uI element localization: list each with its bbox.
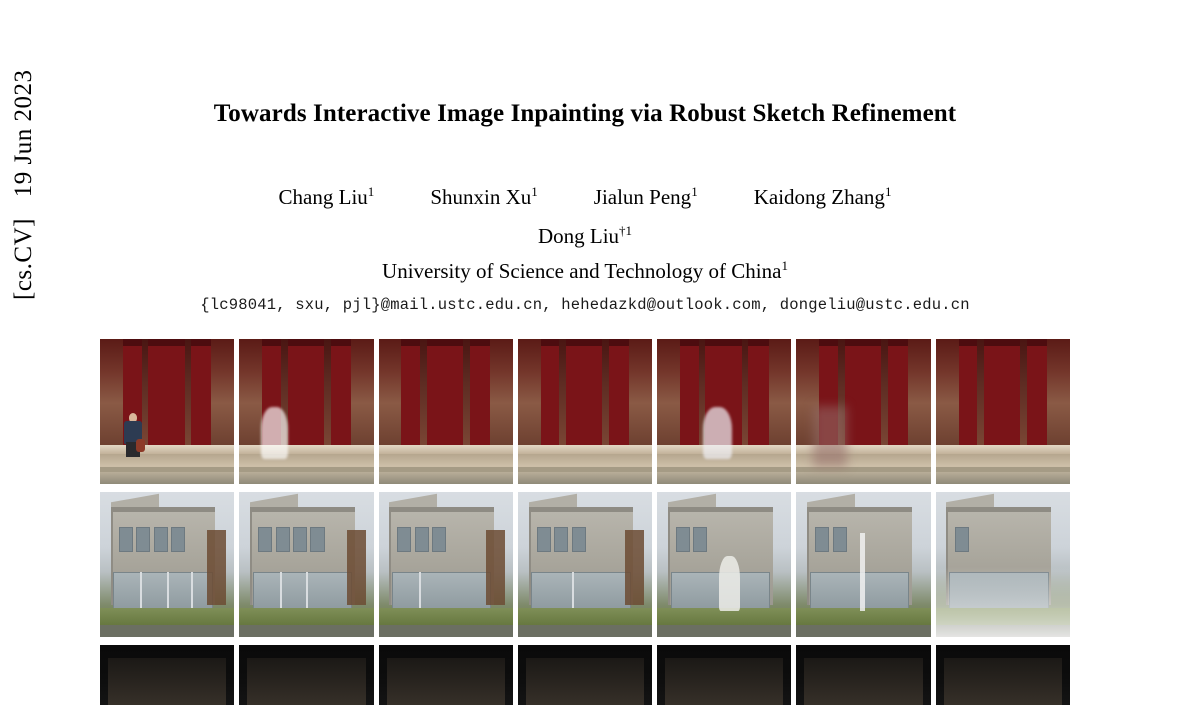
building-road xyxy=(100,625,234,637)
facade-column-2 xyxy=(1020,339,1027,446)
building-window xyxy=(432,527,446,552)
facade-left-wall xyxy=(518,339,541,446)
facade-column-2 xyxy=(324,339,331,446)
facade-step xyxy=(239,467,373,473)
dark-scene-image xyxy=(796,645,930,705)
seated-person xyxy=(121,413,144,457)
figure-cell-r1c5 xyxy=(657,339,791,484)
facade-column-2 xyxy=(185,339,192,446)
affiliation-marker: 1 xyxy=(781,258,788,273)
faded-region-overlay xyxy=(936,567,1070,637)
figure-cell-r3c5 xyxy=(657,645,791,705)
facade-left-wall xyxy=(239,339,262,446)
foreground-tree xyxy=(625,530,644,605)
arxiv-classification: [cs.CV] xyxy=(10,218,37,300)
figure-cell-r2c2 xyxy=(239,492,373,637)
building-window xyxy=(293,527,307,552)
figure-cell-r3c2 xyxy=(239,645,373,705)
figure-cell-r1c1 xyxy=(100,339,234,484)
author-5-affil-marker: †1 xyxy=(619,223,633,238)
grey-building-image xyxy=(518,492,652,637)
author-5 xyxy=(100,223,1070,249)
building-window xyxy=(415,527,429,552)
author-1-affil-marker: 1 xyxy=(367,184,375,199)
facade-ledge xyxy=(100,445,234,454)
facade-left-wall xyxy=(100,339,123,446)
building-road xyxy=(657,625,791,637)
figure-cell-r3c7 xyxy=(936,645,1070,705)
author-list xyxy=(100,184,1070,210)
facade-left-wall xyxy=(936,339,959,446)
figure-cell-r3c3 xyxy=(379,645,513,705)
facade-ledge xyxy=(518,445,652,454)
affiliation xyxy=(100,258,1070,284)
facade-step xyxy=(518,467,652,473)
storefront-mullion xyxy=(140,572,142,610)
facade-ledge xyxy=(936,445,1070,454)
building-road xyxy=(518,625,652,637)
storefront-mullion xyxy=(191,572,193,610)
author-2 xyxy=(430,184,537,210)
building-road xyxy=(379,625,513,637)
dark-scene-wall xyxy=(804,658,922,705)
author-4-affil-marker: 1 xyxy=(884,184,892,199)
building-roofline xyxy=(111,507,216,513)
facade-right-wall xyxy=(629,339,652,446)
building-window xyxy=(171,527,185,552)
building-window xyxy=(693,527,707,552)
facade-ledge xyxy=(239,445,373,454)
arxiv-date: 19 Jun 2023 xyxy=(10,69,37,198)
figure-cell-r2c1 xyxy=(100,492,234,637)
figure-cell-r2c5 xyxy=(657,492,791,637)
author-5-name: Dong Liu xyxy=(537,224,620,248)
building-window xyxy=(537,527,551,552)
facade-column-2 xyxy=(602,339,609,446)
dark-scene-wall xyxy=(526,658,644,705)
building-window xyxy=(572,527,586,552)
author-1 xyxy=(279,184,375,210)
facade-step xyxy=(379,467,513,473)
building-window xyxy=(258,527,272,552)
facade-right-wall xyxy=(211,339,234,446)
facade-column-1 xyxy=(420,339,427,446)
person-bag xyxy=(136,439,145,452)
facade-left-wall xyxy=(657,339,680,446)
grey-building-image xyxy=(100,492,234,637)
building-window xyxy=(154,527,168,552)
author-4 xyxy=(754,184,892,210)
figure-cell-r1c4 xyxy=(518,339,652,484)
facade-column-1 xyxy=(559,339,566,446)
facade-right-wall xyxy=(490,339,513,446)
facade-column-2 xyxy=(881,339,888,446)
building-storefront xyxy=(392,572,491,612)
facade-ledge xyxy=(379,445,513,454)
inpainted-pole xyxy=(860,533,865,611)
dark-scene-image xyxy=(379,645,513,705)
storefront-mullion xyxy=(419,572,421,610)
facade-right-wall xyxy=(908,339,931,446)
dark-scene-image xyxy=(518,645,652,705)
figure-cell-r2c7 xyxy=(936,492,1070,637)
red-facade-image xyxy=(100,339,234,484)
red-facade-image xyxy=(936,339,1070,484)
arxiv-stamp xyxy=(10,0,38,300)
foreground-tree xyxy=(347,530,366,605)
storefront-mullion xyxy=(572,572,574,610)
facade-column-1 xyxy=(977,339,984,446)
facade-right-wall xyxy=(351,339,374,446)
building-window xyxy=(955,527,969,552)
author-4-name: Kaidong Zhang xyxy=(753,185,885,209)
red-facade-image xyxy=(518,339,652,484)
dark-scene-wall xyxy=(108,658,226,705)
building-roofline xyxy=(946,507,1051,513)
inpainted-statue xyxy=(719,556,740,611)
red-facade-image xyxy=(379,339,513,484)
building-roofline xyxy=(529,507,634,513)
dark-scene-image xyxy=(100,645,234,705)
figure-cell-r1c6 xyxy=(796,339,930,484)
author-3 xyxy=(594,184,698,210)
dark-scene-wall xyxy=(247,658,365,705)
figure-cell-r3c1 xyxy=(100,645,234,705)
building-window xyxy=(310,527,324,552)
facade-column-2 xyxy=(463,339,470,446)
sketch-mask-overlay xyxy=(261,407,288,459)
storefront-mullion xyxy=(167,572,169,610)
facade-right-wall xyxy=(1047,339,1070,446)
author-1-name: Chang Liu xyxy=(278,185,368,209)
building-window xyxy=(676,527,690,552)
figure-cell-r2c6 xyxy=(796,492,930,637)
building-window xyxy=(554,527,568,552)
teaser-figure xyxy=(100,339,1070,705)
affiliation-name: University of Science and Technology of China xyxy=(382,259,782,283)
figure-cell-r1c3 xyxy=(379,339,513,484)
building-roofline xyxy=(250,507,355,513)
author-2-affil-marker: 1 xyxy=(531,184,538,199)
facade-left-wall xyxy=(379,339,402,446)
red-facade-image xyxy=(239,339,373,484)
building-storefront xyxy=(253,572,352,612)
figure-cell-r1c2 xyxy=(239,339,373,484)
dark-scene-wall xyxy=(944,658,1062,705)
figure-cell-r1c7 xyxy=(936,339,1070,484)
building-road xyxy=(239,625,373,637)
dark-scene-image xyxy=(239,645,373,705)
building-storefront xyxy=(113,572,212,612)
building-window xyxy=(833,527,847,552)
grey-building-image xyxy=(239,492,373,637)
storefront-mullion xyxy=(280,572,282,610)
author-emails: {lc98041, sxu, pjl}@mail.ustc.edu.cn, hehedazkd@outlook.com, dongeliu@ustc.edu.cn xyxy=(200,296,970,314)
storefront-mullion xyxy=(306,572,308,610)
author-3-name: Jialun Peng xyxy=(593,185,692,209)
figure-cell-r3c4 xyxy=(518,645,652,705)
blurred-inpaint-region xyxy=(813,406,848,467)
figure-cell-r2c4 xyxy=(518,492,652,637)
facade-step xyxy=(657,467,791,473)
sketch-mask-overlay xyxy=(703,407,733,459)
building-window xyxy=(815,527,829,552)
foreground-tree xyxy=(486,530,505,605)
author-2-name: Shunxin Xu xyxy=(430,185,532,209)
grey-building-image xyxy=(379,492,513,637)
dark-scene-wall xyxy=(387,658,505,705)
dark-scene-image xyxy=(657,645,791,705)
facade-step xyxy=(936,467,1070,473)
building-window xyxy=(397,527,411,552)
facade-right-wall xyxy=(769,339,792,446)
foreground-tree xyxy=(207,530,226,605)
author-3-affil-marker: 1 xyxy=(691,184,698,199)
building-window xyxy=(276,527,290,552)
facade-step xyxy=(100,467,234,473)
building-window xyxy=(136,527,150,552)
facade-column-2 xyxy=(742,339,749,446)
figure-cell-r3c6 xyxy=(796,645,930,705)
page-title: Towards Interactive Image Inpainting via Robust Sketch Refinement xyxy=(213,100,957,127)
building-roofline xyxy=(668,507,773,513)
dark-scene-wall xyxy=(665,658,783,705)
building-road xyxy=(796,625,930,637)
building-roofline xyxy=(389,507,494,513)
figure-cell-r2c3 xyxy=(379,492,513,637)
building-roofline xyxy=(807,507,912,513)
building-storefront xyxy=(531,572,630,612)
dark-scene-image xyxy=(936,645,1070,705)
paper-body xyxy=(100,0,1070,648)
facade-step xyxy=(796,467,930,473)
building-window xyxy=(119,527,133,552)
